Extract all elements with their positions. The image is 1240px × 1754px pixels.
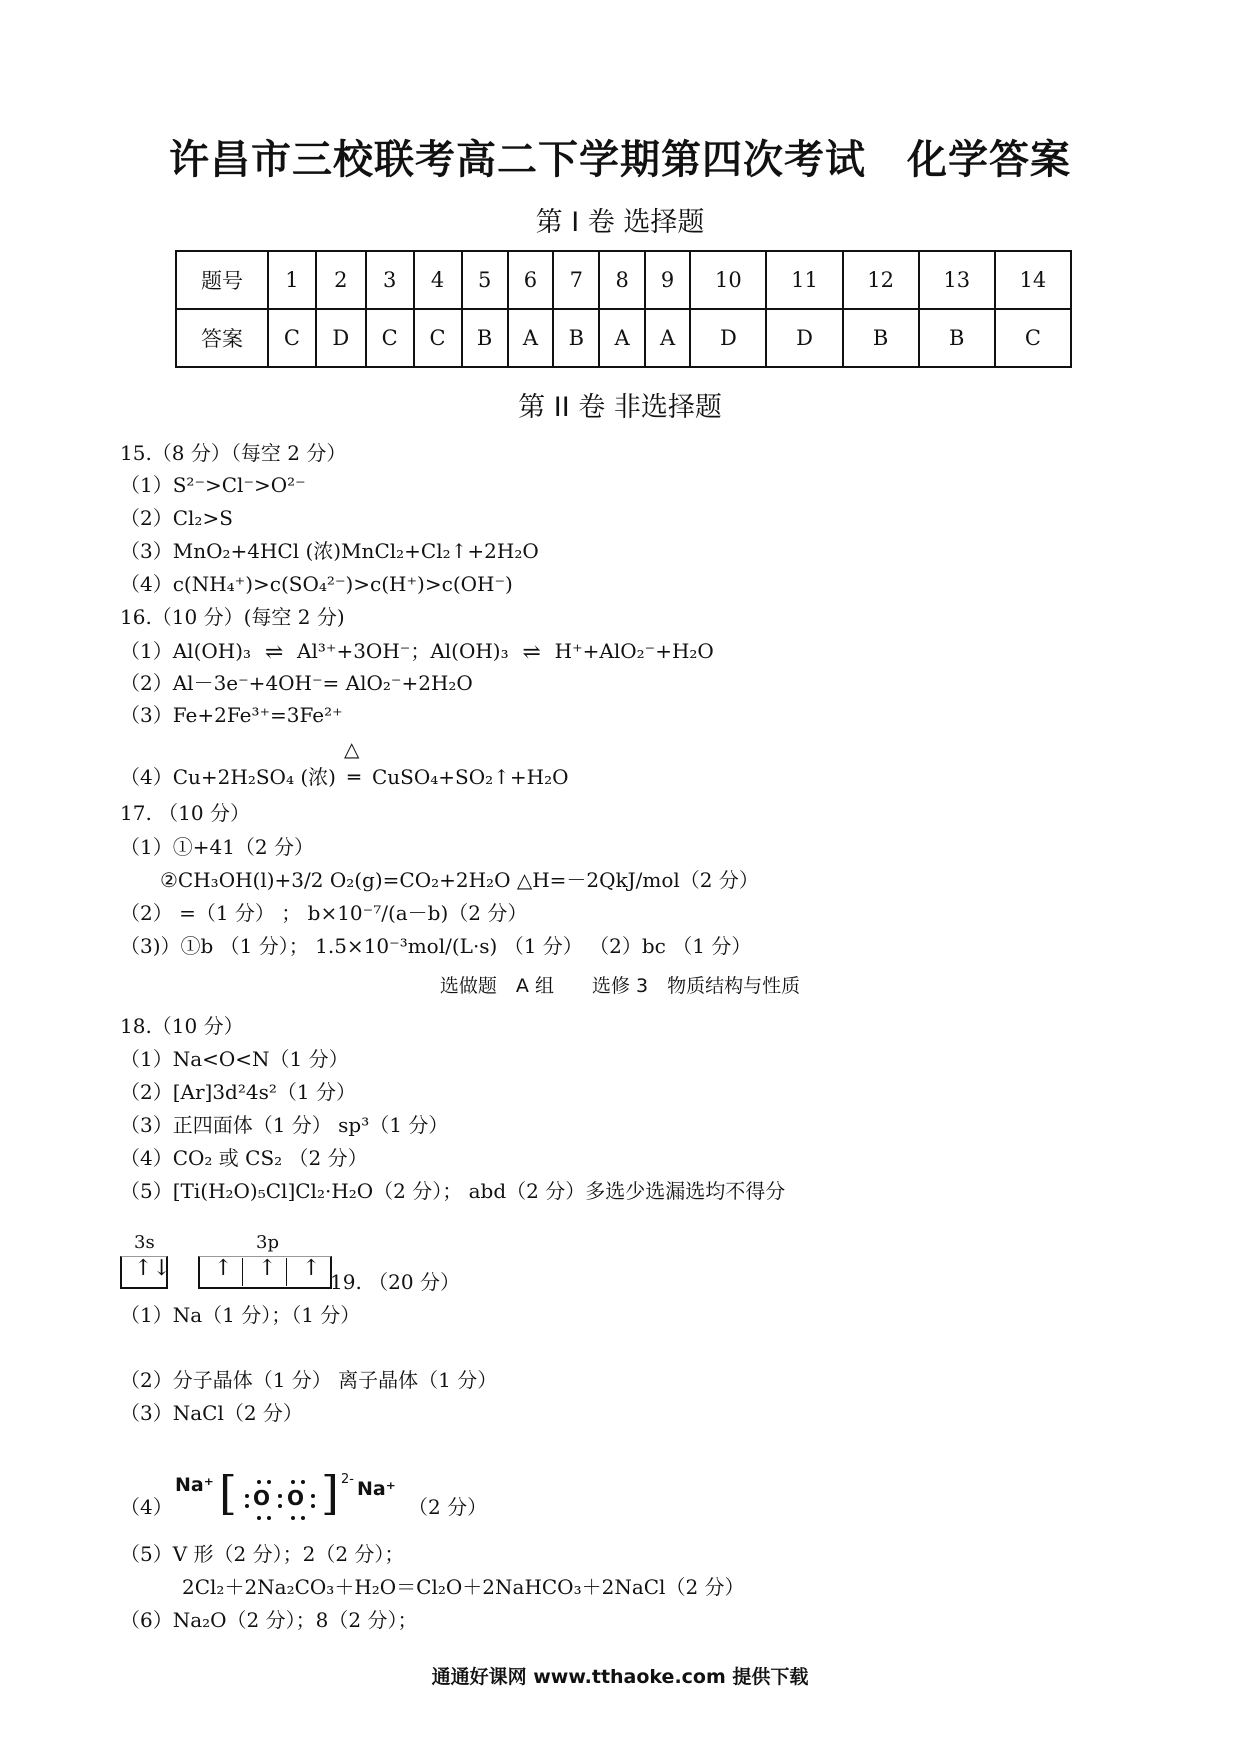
table-header-answer: 答案	[176, 309, 268, 367]
table-cell: 1	[268, 251, 316, 309]
table-cell: 8	[599, 251, 644, 309]
elective-heading: 选做题 A 组 选修 3 物质结构与性质	[439, 975, 801, 997]
sodium-ion-label: Na⁺	[357, 1478, 396, 1500]
q15-answer-2: （2）Cl₂>S	[120, 506, 233, 530]
q19-answer-1: （1）Na（1 分）；（1 分）	[120, 1303, 361, 1327]
spin-up-arrow-icon: ↑	[214, 1256, 233, 1281]
electron-dot	[291, 1516, 295, 1520]
table-cell: B	[843, 309, 919, 367]
electron-dot	[311, 1494, 315, 1498]
q16-answer-1-part-c: H⁺+AlO₂⁻+H₂O	[554, 639, 714, 663]
q17-answer-1: （1）①+41（2 分）	[120, 835, 315, 859]
q19-answer-3: （3）NaCl（2 分）	[120, 1401, 303, 1425]
q17-answer-2: （2） =（1 分） ； b×10⁻⁷/(a－b)（2 分）	[120, 901, 528, 925]
left-bracket: [	[219, 1466, 237, 1520]
orbital-diagram	[120, 1232, 340, 1292]
oxygen-atom-label: O	[253, 1486, 271, 1510]
q18-heading: 18.（10 分）	[120, 1014, 244, 1038]
electron-dot	[278, 1504, 282, 1508]
electron-dot	[267, 1480, 271, 1484]
q15-heading: 15.（8 分）（每空 2 分）	[120, 441, 347, 465]
electron-dot	[291, 1480, 295, 1484]
orbital-label-3p: 3p	[256, 1232, 279, 1253]
electron-dot	[301, 1516, 305, 1520]
electron-dot	[257, 1516, 261, 1520]
q19-answer-5: （5）V 形（2 分）；2（2 分）；	[120, 1542, 405, 1566]
q18-answer-4: （4）CO₂ 或 CS₂ （2 分）	[120, 1146, 368, 1170]
q17-answer-3: （3)）①b （1 分）； 1.5×10⁻³mol/(L·s) （1 分） （2）bc （1 分）	[120, 934, 752, 958]
orbital-divider	[242, 1258, 243, 1286]
q19-answer-5b: 2Cl₂＋2Na₂CO₃＋H₂O＝Cl₂O＋2NaHCO₃＋2NaCl（2 分）	[182, 1575, 745, 1599]
table-row-answers	[176, 309, 1071, 367]
table-cell: 11	[766, 251, 842, 309]
table-cell: D	[690, 309, 766, 367]
answer-table	[175, 250, 1072, 368]
lewis-structure-na2o2	[175, 1466, 405, 1532]
table-cell: 14	[995, 251, 1071, 309]
q16-answer-4	[120, 737, 569, 790]
sodium-ion-label: Na⁺	[175, 1474, 214, 1496]
q17-heading: 17. （10 分）	[120, 801, 250, 825]
table-cell: D	[766, 309, 842, 367]
table-cell: 5	[462, 251, 508, 309]
table-cell: 12	[843, 251, 919, 309]
table-cell: 6	[508, 251, 553, 309]
table-cell: C	[414, 309, 462, 367]
table-cell: 7	[553, 251, 599, 309]
electron-dot	[267, 1516, 271, 1520]
reversible-arrow-icon: ⇌	[264, 639, 284, 665]
table-cell: 2	[316, 251, 366, 309]
reversible-arrow-icon: ⇌	[522, 639, 541, 665]
q16-answer-4-part-b: CuSO₄+SO₂↑+H₂O	[371, 765, 569, 789]
table-cell: D	[316, 309, 366, 367]
table-cell: A	[645, 309, 690, 367]
spin-pair-arrows-icon: ↑↓	[134, 1256, 171, 1281]
electron-dot	[245, 1504, 249, 1508]
table-cell: A	[599, 309, 644, 367]
q16-answer-4-part-a: （4）Cu+2H₂SO₄ (浓)	[120, 765, 336, 789]
table-row-numbers	[176, 251, 1071, 309]
table-cell: B	[919, 309, 995, 367]
q16-answer-1	[120, 638, 714, 664]
table-cell: B	[553, 309, 599, 367]
orbital-divider	[286, 1258, 287, 1286]
q16-answer-1-part-a: （1）Al(OH)₃	[120, 639, 252, 663]
table-cell: 4	[414, 251, 462, 309]
electron-dot	[245, 1494, 249, 1498]
table-cell: C	[366, 309, 414, 367]
q16-answer-3: （3）Fe+2Fe³⁺=3Fe²⁺	[120, 703, 343, 727]
q19-answer-2: （2）分子晶体（1 分） 离子晶体（1 分）	[120, 1368, 498, 1392]
table-cell: B	[462, 309, 508, 367]
q18-answer-3: （3）正四面体（1 分） sp³（1 分）	[120, 1113, 449, 1137]
table-cell: C	[995, 309, 1071, 367]
table-header-number: 题号	[176, 251, 268, 309]
section-heading-1: 第 I 卷 选择题	[535, 207, 705, 238]
electron-dot	[311, 1504, 315, 1508]
q18-answer-2: （2）[Ar]3d²4s²（1 分）	[120, 1080, 356, 1104]
q19-answer-4-score: （2 分）	[408, 1495, 488, 1519]
footer-source: 通通好课网 www.tthaoke.com 提供下载	[431, 1666, 809, 1688]
oxygen-atom-label: O	[287, 1486, 305, 1510]
table-cell: 10	[690, 251, 766, 309]
electron-dot	[301, 1480, 305, 1484]
table-cell: C	[268, 309, 316, 367]
right-bracket: ]	[321, 1466, 339, 1520]
q15-answer-3: （3）MnO₂+4HCl (浓)MnCl₂+Cl₂↑+2H₂O	[120, 539, 539, 563]
heat-triangle-icon: △	[343, 737, 360, 761]
spin-up-arrow-icon: ↑	[302, 1256, 321, 1281]
electron-dot	[278, 1494, 282, 1498]
q16-answer-1-part-b: Al³⁺+3OH⁻；Al(OH)₃	[297, 639, 509, 663]
table-cell: A	[508, 309, 553, 367]
q18-answer-1: （1）Na<O<N（1 分）	[120, 1047, 349, 1071]
orbital-label-3s: 3s	[134, 1232, 155, 1253]
table-cell: 9	[645, 251, 690, 309]
ion-charge-label: 2-	[341, 1472, 354, 1487]
q19-heading: 19. （20 分）	[330, 1270, 460, 1294]
q19-answer-4-number: （4）	[120, 1495, 173, 1519]
electron-dot	[257, 1480, 261, 1484]
spin-up-arrow-icon: ↑	[258, 1256, 277, 1281]
heating-equals-sign: △ ═	[343, 737, 360, 789]
q15-answer-4: （4）c(NH₄⁺)>c(SO₄²⁻)>c(H⁺)>c(OH⁻)	[120, 572, 513, 596]
table-cell: 13	[919, 251, 995, 309]
q17-answer-1b: ②CH₃OH(l)+3/2 O₂(g)=CO₂+2H₂O △H=－2QkJ/mol（2 分）	[160, 868, 759, 892]
q16-heading: 16.（10 分）(每空 2 分)	[120, 605, 345, 629]
q16-answer-2: （2）Al－3e⁻+4OH⁻= AlO₂⁻+2H₂O	[120, 671, 473, 695]
q18-answer-5: （5）[Ti(H₂O)₅Cl]Cl₂·H₂O（2 分）； abd（2 分）多选少选漏选均不得分	[120, 1179, 786, 1203]
q15-answer-1: （1）S²⁻>Cl⁻>O²⁻	[120, 473, 306, 497]
section-heading-2: 第 II 卷 非选择题	[518, 392, 722, 423]
q19-answer-6: （6）Na₂O（2 分）；8（2 分）；	[120, 1608, 418, 1632]
table-cell: 3	[366, 251, 414, 309]
page-title: 许昌市三校联考高二下学期第四次考试 化学答案	[169, 137, 1071, 183]
